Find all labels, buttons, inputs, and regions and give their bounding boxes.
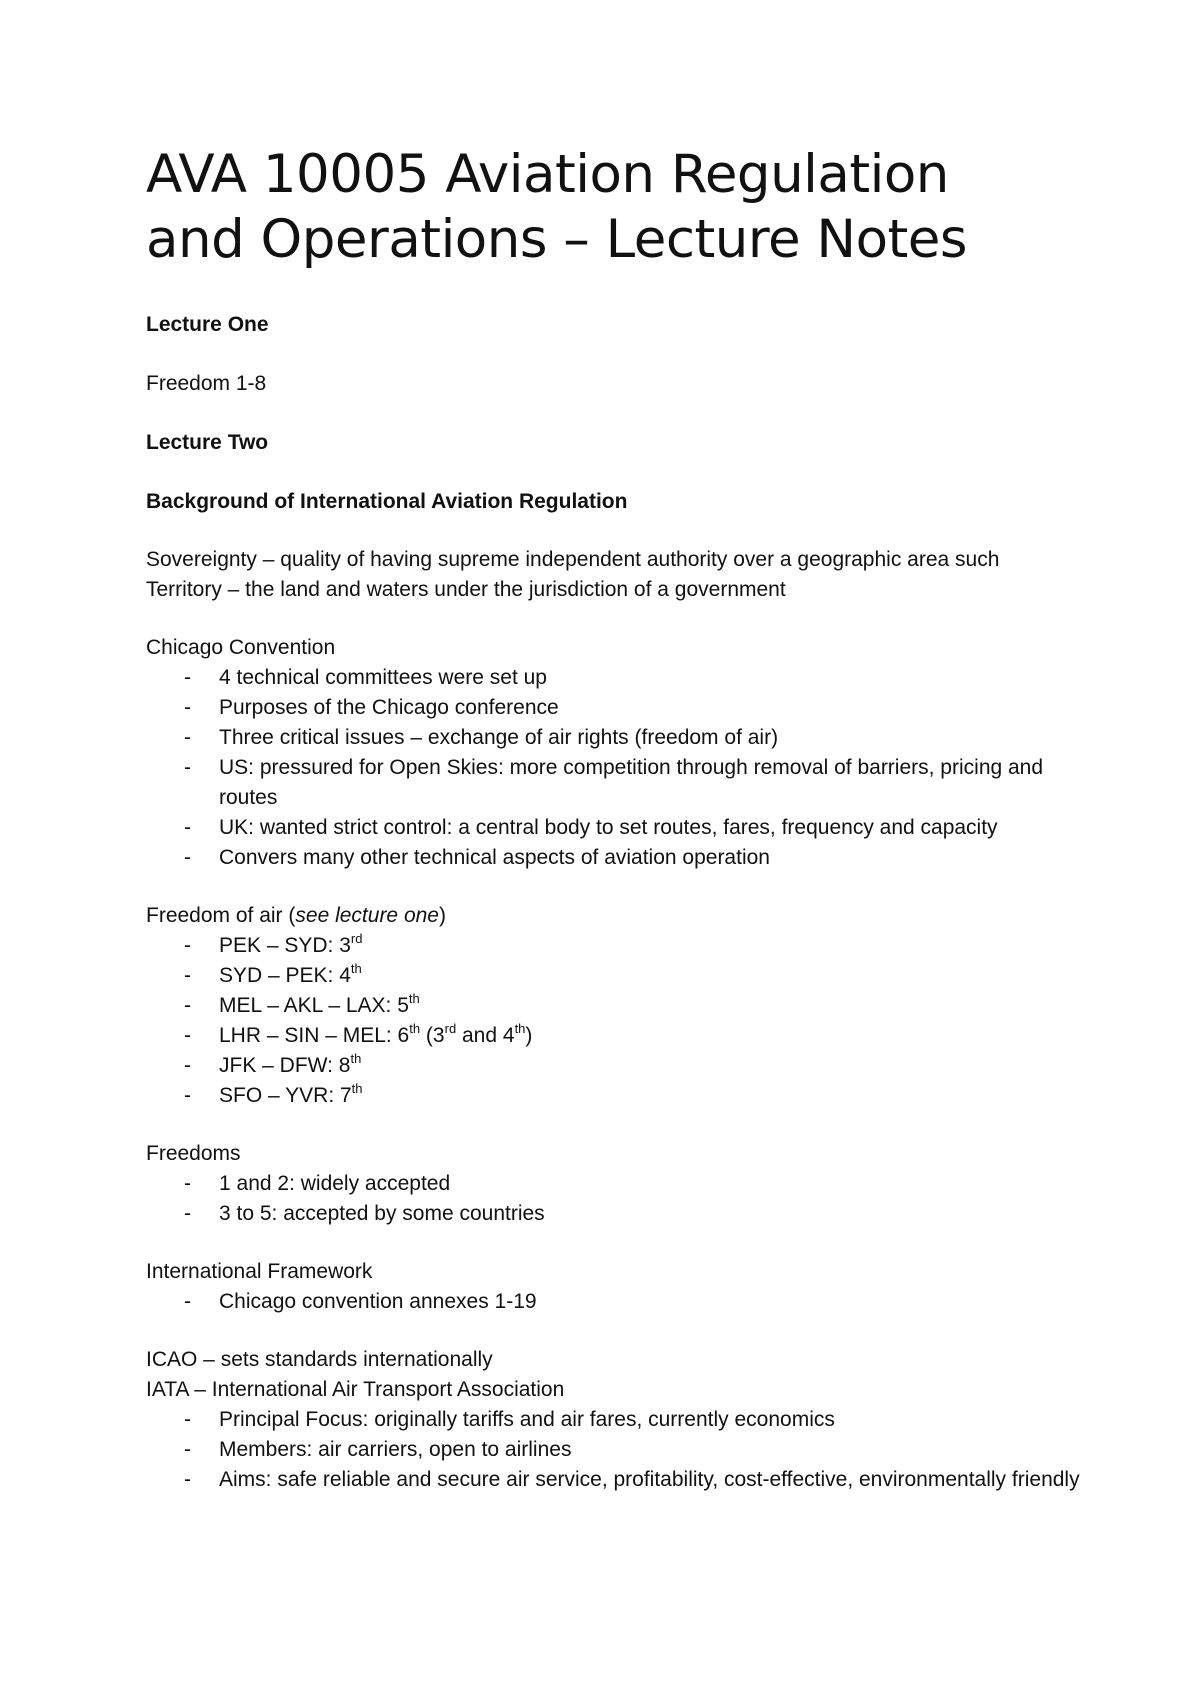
iata-heading: IATA – International Air Transport Association xyxy=(146,1378,565,1401)
list-item xyxy=(146,991,1086,1021)
list-item-text: 3 to 5: accepted by some countries xyxy=(219,1202,545,1225)
dash-bullet: - xyxy=(184,1290,191,1313)
dash-bullet: - xyxy=(184,726,191,749)
document-title xyxy=(146,142,1086,272)
list-item-text: Aims: safe reliable and secure air service, profitability, cost-effective, environmentally friendly xyxy=(219,1468,1080,1491)
dash-bullet: - xyxy=(184,994,191,1017)
ordinal-suffix: th xyxy=(350,961,362,976)
list-item-text: Purposes of the Chicago conference xyxy=(219,696,559,719)
territory-definition: Territory – the land and waters under the jurisdiction of a government xyxy=(146,578,786,601)
heading-suffix: ) xyxy=(439,904,446,927)
dash-bullet: - xyxy=(184,1172,191,1195)
dash-bullet: - xyxy=(184,1024,191,1047)
route-text: SYD – PEK: 4 xyxy=(219,964,351,987)
list-item xyxy=(146,1051,1086,1081)
list-item xyxy=(146,1199,1086,1229)
chicago-heading: Chicago Convention xyxy=(146,636,336,659)
list-item xyxy=(146,813,1086,843)
lecture-two-heading: Lecture Two xyxy=(146,431,269,454)
list-item-text: UK: wanted strict control: a central body to set routes, fares, frequency and capacity xyxy=(219,816,998,839)
title-line-2: and Operations – Lecture Notes xyxy=(146,209,967,270)
list-item-text: 1 and 2: widely accepted xyxy=(219,1172,451,1195)
ordinal-suffix: th xyxy=(351,1081,363,1096)
route-note: and 4 xyxy=(456,1024,515,1047)
list-item xyxy=(146,1081,1086,1111)
dash-bullet: - xyxy=(184,964,191,987)
dash-bullet: - xyxy=(184,1054,191,1077)
list-item xyxy=(146,753,1086,813)
lecture-one-text: Freedom 1-8 xyxy=(146,372,267,395)
chicago-list xyxy=(146,663,1086,873)
list-item-text: US: pressured for Open Skies: more competition through removal of barriers, pricing and routes xyxy=(219,756,1044,809)
route-note: (3 xyxy=(420,1024,445,1047)
document-page xyxy=(146,142,1086,1495)
list-item-text: Three critical issues – exchange of air rights (freedom of air) xyxy=(219,726,779,749)
route-text: LHR – SIN – MEL: 6 xyxy=(219,1024,410,1047)
dash-bullet: - xyxy=(184,1084,191,1107)
list-item-text: 4 technical committees were set up xyxy=(219,666,547,689)
ordinal-suffix: th xyxy=(409,1021,421,1036)
list-item xyxy=(146,1465,1086,1495)
dash-bullet: - xyxy=(184,696,191,719)
freedom-of-air-list xyxy=(146,931,1086,1111)
lecture-one-heading: Lecture One xyxy=(146,313,269,336)
heading-prefix: Freedom of air ( xyxy=(146,904,296,927)
list-item xyxy=(146,663,1086,693)
framework-heading: International Framework xyxy=(146,1260,373,1283)
list-item xyxy=(146,693,1086,723)
ordinal-suffix: rd xyxy=(444,1021,457,1036)
iata-list xyxy=(146,1405,1086,1495)
dash-bullet: - xyxy=(184,816,191,839)
list-item xyxy=(146,931,1086,961)
dash-bullet: - xyxy=(184,1468,191,1491)
route-text: JFK – DFW: 8 xyxy=(219,1054,351,1077)
ordinal-suffix: th xyxy=(350,1051,362,1066)
list-item xyxy=(146,843,1086,873)
dash-bullet: - xyxy=(184,934,191,957)
background-subheading: Background of International Aviation Regulation xyxy=(146,490,628,513)
route-text: SFO – YVR: 7 xyxy=(219,1084,352,1107)
list-item xyxy=(146,1435,1086,1465)
dash-bullet: - xyxy=(184,756,191,779)
list-item xyxy=(146,961,1086,991)
ordinal-suffix: th xyxy=(514,1021,526,1036)
dash-bullet: - xyxy=(184,1202,191,1225)
freedoms-list xyxy=(146,1169,1086,1229)
heading-emphasis: see lecture one xyxy=(295,904,439,927)
route-text: PEK – SYD: 3 xyxy=(219,934,351,957)
list-item xyxy=(146,723,1086,753)
list-item xyxy=(146,1287,1086,1317)
dash-bullet: - xyxy=(184,666,191,689)
list-item-text: Chicago convention annexes 1-19 xyxy=(219,1290,537,1313)
list-item xyxy=(146,1169,1086,1199)
freedoms-heading: Freedoms xyxy=(146,1142,241,1165)
list-item xyxy=(146,1405,1086,1435)
icao-line: ICAO – sets standards internationally xyxy=(146,1348,493,1371)
list-item-text: Members: air carriers, open to airlines xyxy=(219,1438,572,1461)
ordinal-suffix: rd xyxy=(350,931,363,946)
title-line-1: AVA 10005 Aviation Regulation xyxy=(146,144,949,205)
list-item-text: Principal Focus: originally tariffs and air fares, currently economics xyxy=(219,1408,835,1431)
freedom-of-air-heading xyxy=(146,901,1086,931)
route-text: MEL – AKL – LAX: 5 xyxy=(219,994,409,1017)
dash-bullet: - xyxy=(184,1438,191,1461)
list-item-text: Convers many other technical aspects of aviation operation xyxy=(219,846,770,869)
dash-bullet: - xyxy=(184,1408,191,1431)
ordinal-suffix: th xyxy=(408,991,420,1006)
route-note: ) xyxy=(525,1024,533,1047)
framework-list xyxy=(146,1287,1086,1317)
dash-bullet: - xyxy=(184,846,191,869)
sovereignty-definition: Sovereignty – quality of having supreme independent authority over a geographic area such xyxy=(146,548,1000,571)
list-item xyxy=(146,1021,1086,1051)
